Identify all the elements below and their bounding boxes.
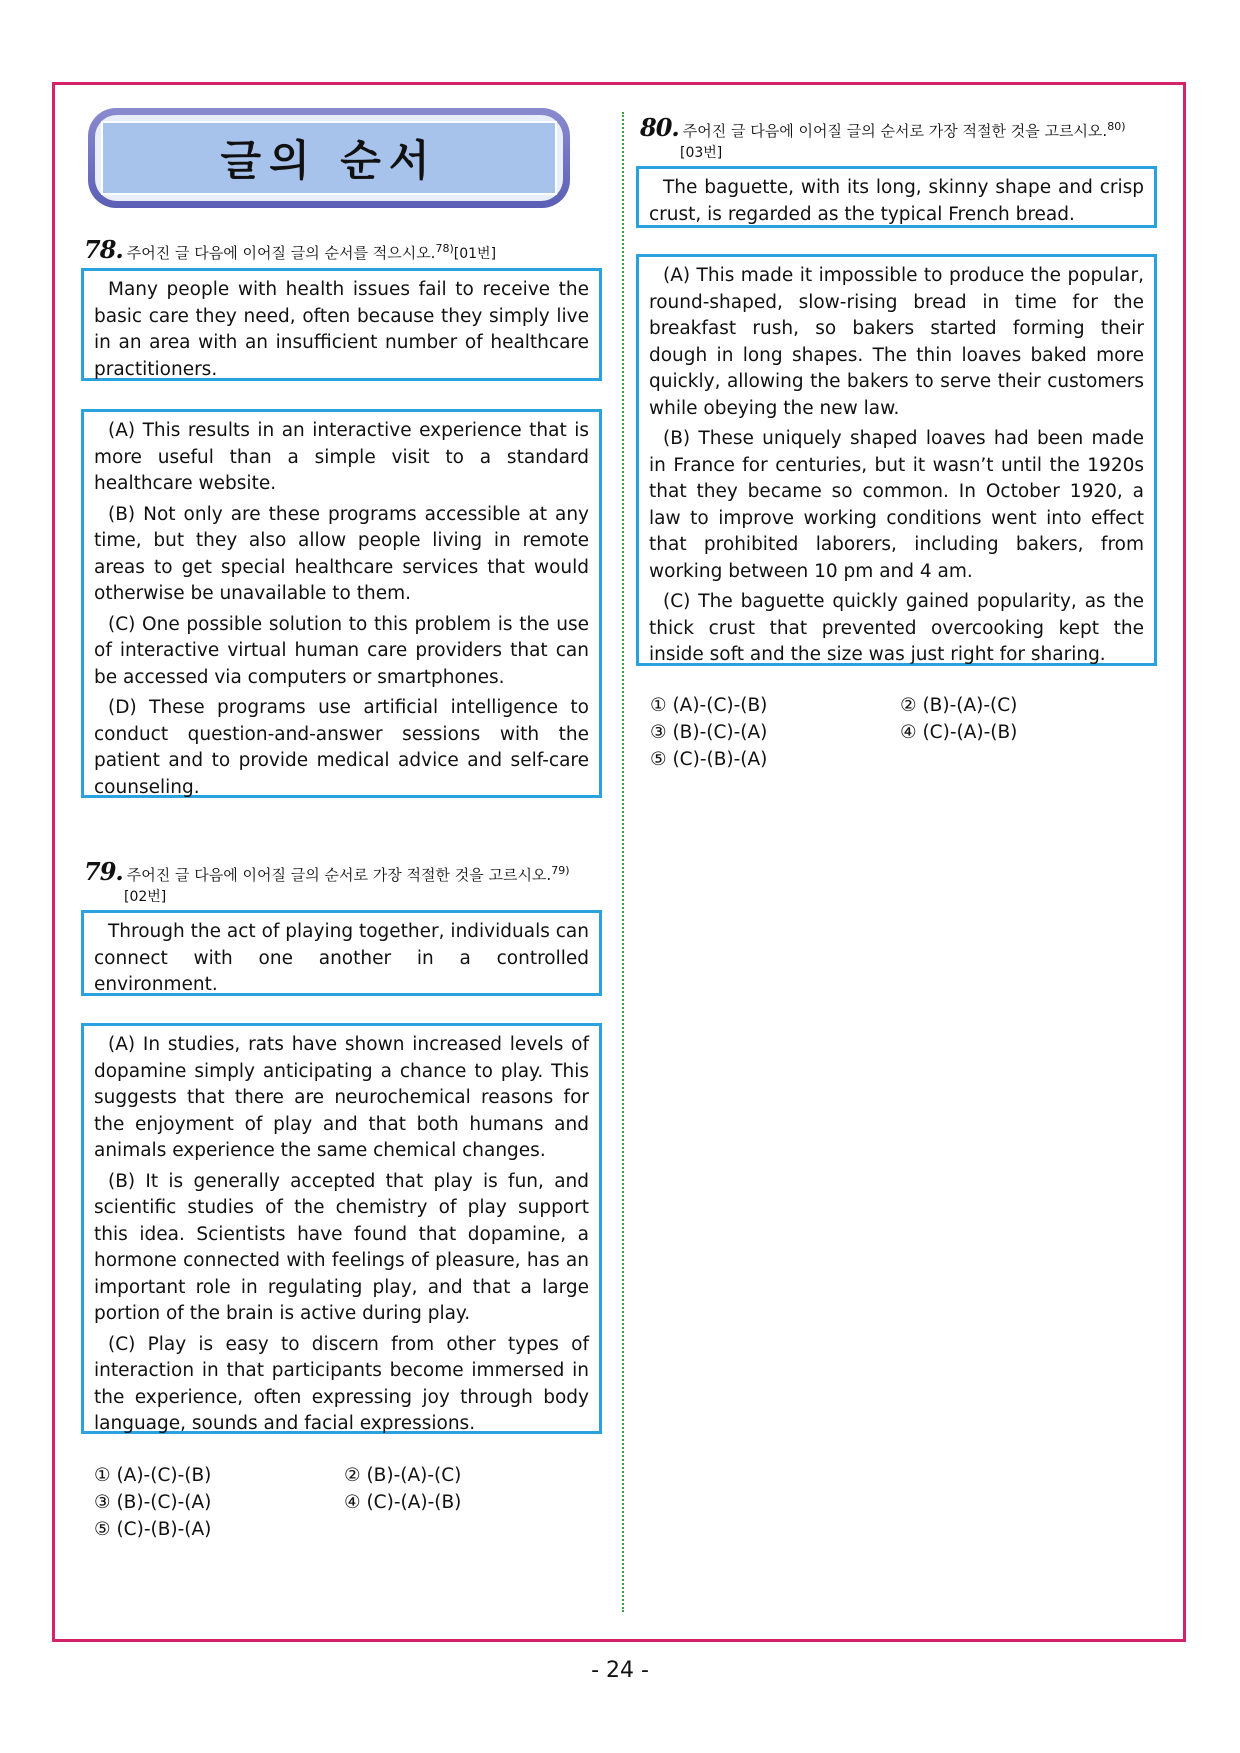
q78-header <box>84 235 604 265</box>
q80-instruction: 주어진 글 다음에 이어질 글의 순서로 가장 적절한 것을 고르시오. <box>682 122 1108 140</box>
q79-header <box>84 857 604 908</box>
q80-option-5[interactable]: ⑤ (C)-(B)-(A) <box>650 749 768 770</box>
page-number: - 24 - <box>591 1658 649 1683</box>
q80-intro-box <box>636 166 1157 228</box>
q80-option-2[interactable]: ② (B)-(A)-(C) <box>900 695 1018 716</box>
q79-intro-box <box>81 910 602 996</box>
q79-note: 79) <box>551 864 570 877</box>
q79-options <box>94 1462 594 1543</box>
q79-paragraph-b: (B) It is generally accepted that play is fun, and scientific studies of the chemistry of play support this idea. Scientists have found that dopamine, a hormone connected with feelings of pleasure, has an important role in regulating play, and that a large portion of the brain is active during play. <box>94 1170 589 1324</box>
q79-option-5[interactable]: ⑤ (C)-(B)-(A) <box>94 1519 212 1540</box>
q79-intro: Through the act of playing together, individuals can connect with one another in a controlled environment. <box>94 921 589 995</box>
q80-paragraph-b: (B) These uniquely shaped loaves had been made in France for centuries, but it wasn’t until the 1920s that they became so common. In October 1920, a law to improve working conditions went into effect that prohibited laborers, including bakers, from working between 10 pm and 4 am. <box>649 428 1144 582</box>
q78-note: 78) <box>435 242 454 255</box>
column-divider <box>622 112 624 1612</box>
q79-option-3[interactable]: ③ (B)-(C)-(A) <box>94 1492 212 1513</box>
q79-number: 79. <box>84 857 123 886</box>
q80-paragraph-c: (C) The baguette quickly gained popularity, as the thick crust that prevented overcooking kept the inside soft and the size was just right for sharing. <box>649 591 1144 665</box>
q80-intro: The baguette, with its long, skinny shape and crisp crust, is regarded as the typical French bread. <box>649 177 1144 225</box>
q79-source: [02번] <box>124 889 167 905</box>
q80-options <box>650 692 1150 773</box>
q80-header <box>640 113 1170 164</box>
q79-option-1[interactable]: ① (A)-(C)-(B) <box>94 1465 212 1486</box>
q79-paragraph-c: (C) Play is easy to discern from other types of interaction in that participants become immersed in the experience, often expressing joy through body language, sounds and facial expressions. <box>94 1333 589 1434</box>
q78-paragraphs-box <box>81 409 602 798</box>
page-title: 글의 순서 <box>101 121 557 195</box>
q79-paragraph-a: (A) In studies, rats have shown increased levels of dopamine simply anticipating a chance to play. This suggests that there are neurochemical reasons for the enjoyment of play and that both humans and animals experience the same chemical changes. <box>94 1034 589 1161</box>
q78-paragraph-d: (D) These programs use artificial intelligence to conduct question-and-answer sessions with the patient and to provide medical advice and self-care counseling. <box>94 697 589 798</box>
q80-paragraph-a: (A) This made it impossible to produce the popular, round-shaped, slow-rising bread in time for the breakfast rush, so bakers started forming their dough in long shapes. The thin loaves baked more quickly, allowing the bakers to serve their customers while obeying the new law. <box>649 265 1144 419</box>
q80-option-4[interactable]: ④ (C)-(A)-(B) <box>900 722 1018 743</box>
q78-paragraph-a: (A) This results in an interactive experience that is more useful than a simple visit to a standard healthcare website. <box>94 420 589 494</box>
q78-source: [01번] <box>453 246 497 262</box>
q78-number: 78. <box>84 235 123 264</box>
q78-intro-box <box>81 268 602 381</box>
q80-option-1[interactable]: ① (A)-(C)-(B) <box>650 695 768 716</box>
title-banner <box>88 108 570 208</box>
q80-number: 80. <box>640 113 679 142</box>
q80-source: [03번] <box>680 145 723 161</box>
q78-intro: Many people with health issues fail to receive the basic care they need, often because they simply live in an area with an insufficient number of healthcare practitioners. <box>94 279 589 380</box>
q78-paragraph-c: (C) One possible solution to this problem is the use of interactive virtual human care providers that can be accessed via computers or smartphones. <box>94 613 589 688</box>
q80-paragraphs-box <box>636 254 1157 666</box>
q78-instruction: 주어진 글 다음에 이어질 글의 순서를 적으시오. <box>126 244 436 262</box>
q79-instruction: 주어진 글 다음에 이어질 글의 순서로 가장 적절한 것을 고르시오. <box>126 866 552 884</box>
q79-paragraphs-box <box>81 1023 602 1434</box>
q79-option-4[interactable]: ④ (C)-(A)-(B) <box>344 1492 462 1513</box>
q78-paragraph-b: (B) Not only are these programs accessible at any time, but they also allow people living in remote areas to get special healthcare services that would otherwise be unavailable to them. <box>94 503 589 604</box>
q80-option-3[interactable]: ③ (B)-(C)-(A) <box>650 722 768 743</box>
q79-option-2[interactable]: ② (B)-(A)-(C) <box>344 1465 462 1486</box>
q80-note: 80) <box>1107 120 1126 133</box>
